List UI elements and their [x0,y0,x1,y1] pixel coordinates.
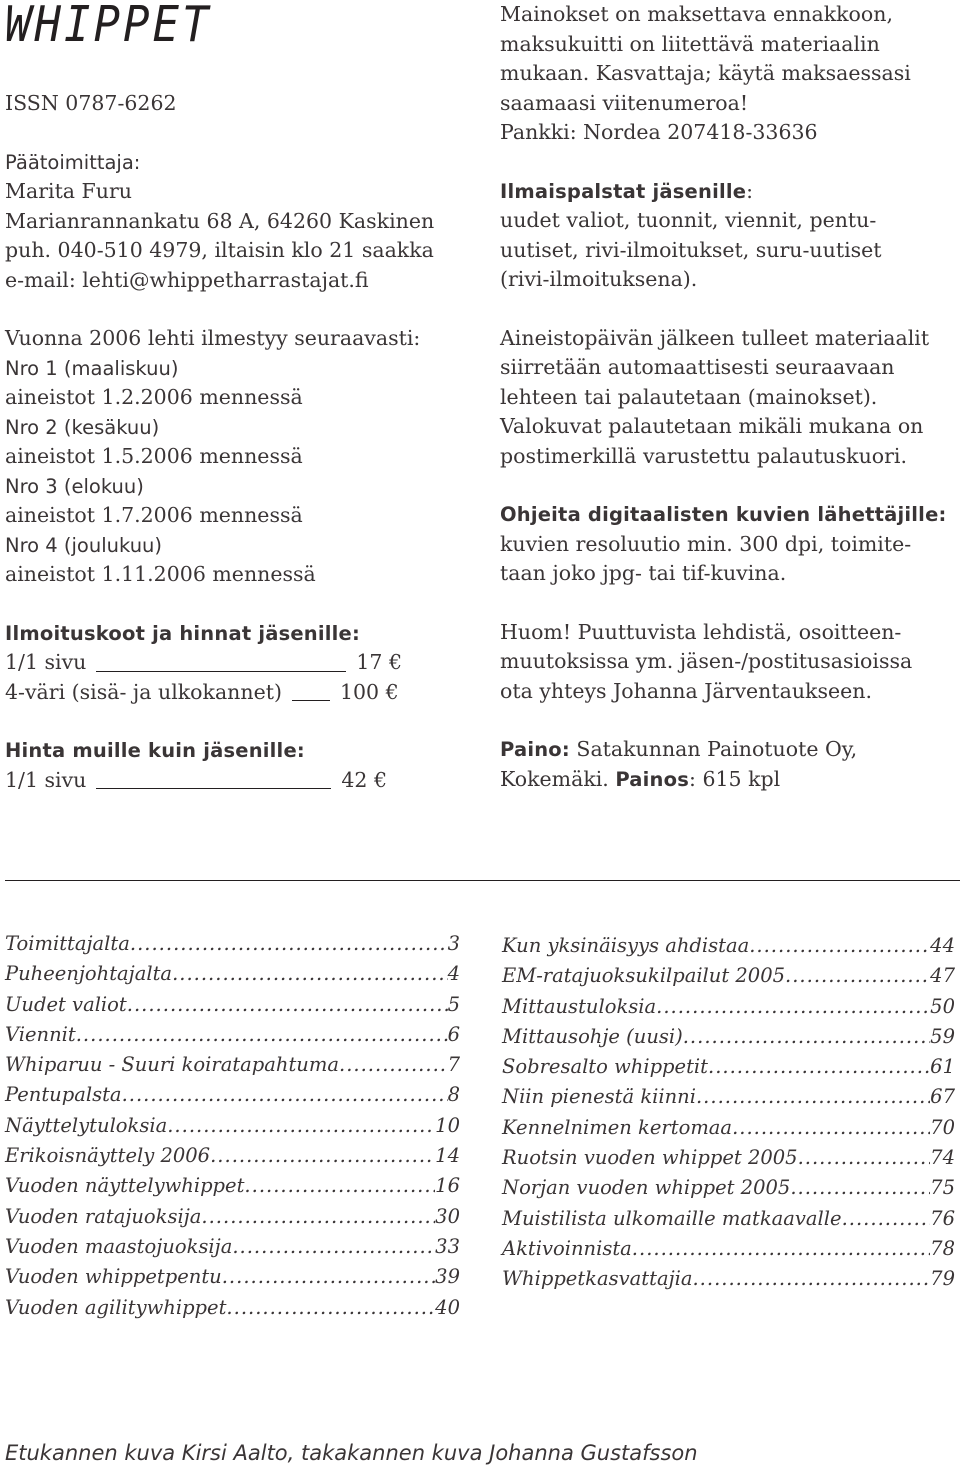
toc-dot-leader [244,1171,435,1201]
toc-title: Vuoden agilitywhippet [5,1295,227,1319]
price-row [5,648,430,678]
toc-dot-leader [696,1082,930,1112]
toc-page-number: 74 [930,1146,955,1170]
schedule-deadline-4: aineistot 1.11.2006 mennessä [5,562,316,586]
toc-title: Kennelnimen kertomaa [502,1115,733,1139]
leader-line [96,788,331,789]
toc-page-number: 44 [930,934,955,957]
schedule-issue-2: Nro 2 (kesäkuu) [5,415,160,439]
toc-item [5,929,460,959]
toc-dot-leader [632,1234,930,1264]
price-value: 17 € [356,650,403,674]
toc-item [502,1052,955,1082]
toc-title: Uudet valiot [5,992,127,1016]
toc-page-number: 76 [930,1206,955,1230]
price-label: 1/1 sivu [5,650,87,674]
toc-dot-leader [232,1232,435,1262]
payment-line: maksukuitti on liitettävä materiaalin [500,31,880,56]
issn: ISSN 0787-6262 [5,91,177,115]
digital-line: taan joko jpg- tai tif-kuvina. [500,561,787,585]
toc-title: Norjan vuoden whippet 2005 [502,1176,791,1200]
note-line: Huom! Puuttuvista lehdistä, osoitteen- [500,619,902,644]
toc-page-number: 4 [447,962,460,986]
digital-line: kuvien resoluutio min. 300 dpi, toimite- [500,531,912,556]
toc-title: Mittaustuloksia [502,994,657,1018]
toc-dot-leader [692,1264,930,1294]
toc-title: Kun yksinäisyys ahdistaa [502,934,750,957]
late-material-line: siirretään automaattisesti seuraavaan [500,355,895,379]
toc-item [5,1293,460,1323]
schedule-issue-3: Nro 3 (elokuu) [5,474,144,498]
toc-title: EM-ratajuoksukilpailut 2005 [502,964,786,988]
toc-page-number: 75 [930,1176,955,1200]
toc-item [502,1204,955,1234]
schedule-deadline-3: aineistot 1.7.2006 mennessä [5,503,303,527]
toc-dot-leader [790,1173,930,1203]
toc-dot-leader [749,931,930,961]
toc-title: Aktivoinnista [502,1236,632,1260]
schedule-issue-1: Nro 1 (maaliskuu) [5,356,179,380]
cover-credits: Etukannen kuva Kirsi Aalto, takakannen kuva Johanna Gustafsson [5,1441,698,1465]
toc-page-number: 70 [930,1115,955,1139]
toc-item [5,1202,460,1232]
run-text: : 615 kpl [689,766,781,791]
toc-dot-leader [167,1111,435,1141]
toc-title: Puheenjohtajalta [5,962,173,986]
toc-dot-leader [127,990,448,1020]
toc-page-number: 40 [435,1295,460,1319]
toc-title: Vuoden ratajuoksija [5,1204,202,1228]
toc-title: Ruotsin vuoden whippet 2005 [502,1146,798,1170]
toc-page-number: 33 [435,1234,460,1258]
toc-dot-leader [122,1080,448,1110]
toc-dot-leader [732,1113,930,1143]
free-ads-line: (rivi-ilmoituksena). [500,267,698,291]
toc-dot-leader [226,1293,435,1323]
right-column [500,0,955,794]
late-material-line: lehteen tai palautetaan (mainokset). [500,384,878,409]
price-value: 100 € [339,679,399,704]
toc-dot-leader [130,929,448,959]
print-heading: Paino: [500,738,570,761]
toc-title: Pentupalsta [5,1083,122,1107]
schedule-intro: Vuonna 2006 lehti ilmestyy seuraavasti: [5,326,421,350]
toc-item [502,1234,955,1264]
masthead-title: WHIPPET [5,0,212,54]
free-ads-colon: : [746,178,754,203]
leader-line [292,700,330,701]
toc-page-number: 59 [930,1024,955,1048]
toc-dot-leader [201,1202,435,1232]
toc-item [5,990,460,1020]
payment-line: Mainokset on maksettava ennakkoon, [500,2,893,26]
toc-dot-leader [172,959,448,989]
schedule-deadline-1: aineistot 1.2.2006 mennessä [5,385,303,409]
toc-title: Näyttelytuloksia [5,1113,168,1137]
toc-dot-leader [798,1143,931,1173]
toc-title: Erikoisnäyttely 2006 [5,1144,211,1168]
toc-title: Niin pienestä kiinni [502,1085,696,1109]
late-material-line: Valokuvat palautetaan mikäli mukana on [500,414,924,438]
editor-address: Marianrannankatu 68 A, 64260 Kaskinen [5,208,435,233]
toc-item [502,1113,955,1143]
toc-page-number: 7 [447,1053,460,1077]
toc-item [5,1262,460,1292]
toc-item [5,1171,460,1201]
toc-page-number: 8 [447,1083,460,1107]
toc-item [502,1022,955,1052]
run-heading: Painos [615,767,690,791]
toc-page-number: 30 [435,1204,460,1228]
schedule-deadline-2: aineistot 1.5.2006 mennessä [5,444,303,468]
toc-page-number: 61 [930,1055,955,1079]
toc-item [502,1173,955,1203]
section-divider [5,880,960,881]
free-ads-line: uudet valiot, tuonnit, viennit, pentu- [500,208,877,232]
toc-dot-leader [339,1050,448,1080]
free-ads-line: uutiset, rivi-ilmoitukset, suru-uutiset [500,237,882,262]
toc-title: Toimittajalta [5,932,130,955]
toc-page-number: 39 [435,1265,460,1289]
toc-title: Vuoden whippetpentu [5,1265,222,1289]
toc-item [5,1111,460,1141]
price-label: 4-väri (sisä- ja ulkokannet) [5,679,282,704]
note-line: ota yhteys Johanna Järventaukseen. [500,678,872,703]
toc-dot-leader [785,961,930,991]
member-prices-heading: Ilmoituskoot ja hinnat jäsenille: [5,621,360,645]
toc-item [5,1232,460,1262]
print-text: Satakunnan Painotuote Oy, [569,737,858,761]
toc-item [5,1141,460,1171]
toc-item [502,1143,955,1173]
toc-title: Muistilista ulkomaille matkaavalle [502,1206,842,1230]
bank-account: Pankki: Nordea 207418-33636 [500,120,818,144]
payment-line: saamaasi viitenumeroa! [500,90,749,115]
other-prices-heading: Hinta muille kuin jäsenille: [5,739,305,762]
digital-heading: Ohjeita digitaalisten kuvien lähettäjille: [500,503,947,526]
toc-page-number: 78 [930,1236,955,1260]
toc-page-number: 16 [435,1174,460,1198]
toc-item [502,1082,955,1112]
toc-page-number: 50 [930,994,955,1018]
toc-item [5,1080,460,1110]
toc-item [502,1264,955,1294]
toc-item [5,1020,460,1050]
price-label: 1/1 sivu [5,767,87,792]
toc-dot-leader [656,992,930,1022]
toc-dot-leader [76,1020,448,1050]
toc-title: Vuoden näyttelywhippet [5,1174,245,1198]
toc-dot-leader [708,1052,930,1082]
toc-left-column [5,929,460,1323]
toc-dot-leader [222,1262,435,1292]
toc-title: Viennit [5,1022,76,1046]
toc-dot-leader [842,1204,931,1234]
toc-item [502,961,955,991]
toc-title: Whippetkasvattajia [502,1267,693,1291]
note-line: muutoksissa ym. jäsen-/postitusasioissa [500,649,913,673]
toc-page-number: 3 [447,932,460,955]
late-material-line: Aineistopäivän jälkeen tulleet materiaalit [500,325,930,350]
toc-item [5,1050,460,1080]
editor-email: e-mail: lehti@whippetharrastajat.fi [5,267,369,292]
free-ads-heading: Ilmaispalstat jäsenille [500,179,747,203]
toc-page-number: 14 [435,1144,460,1168]
toc-dot-leader [683,1022,930,1052]
editor-phone: puh. 040-510 4979, iltaisin klo 21 saakka [5,238,434,262]
late-material-line: postimerkillä varustettu palautuskuori. [500,443,907,468]
toc-page-number: 47 [930,964,955,988]
price-row [5,766,430,796]
toc-right-column [502,931,955,1295]
toc-title: Mittausohje (uusi) [502,1024,683,1048]
payment-line: mukaan. Kasvattaja; käytä maksaessasi [500,61,911,85]
left-column [5,89,475,795]
toc-title: Whiparuu - Suuri koiratapahtuma [5,1053,339,1077]
editor-name: Marita Furu [5,179,132,203]
toc-page-number: 67 [930,1085,955,1109]
toc-title: Vuoden maastojuoksija [5,1234,233,1258]
toc-page-number: 10 [435,1113,460,1137]
toc-page-number: 6 [447,1022,460,1046]
schedule-issue-4: Nro 4 (joulukuu) [5,533,163,557]
toc-item [502,992,955,1022]
print-line2: Kokemäki. [500,766,616,791]
toc-item [502,931,955,961]
leader-line [96,671,346,672]
toc-page-number: 5 [447,992,460,1016]
toc-dot-leader [210,1141,435,1171]
price-value: 42 € [341,767,388,792]
editor-heading: Päätoimittaja: [5,150,141,174]
price-row [5,678,430,708]
toc-item [5,959,460,989]
toc-page-number: 79 [930,1267,955,1291]
toc-title: Sobresalto whippetit [502,1055,708,1079]
